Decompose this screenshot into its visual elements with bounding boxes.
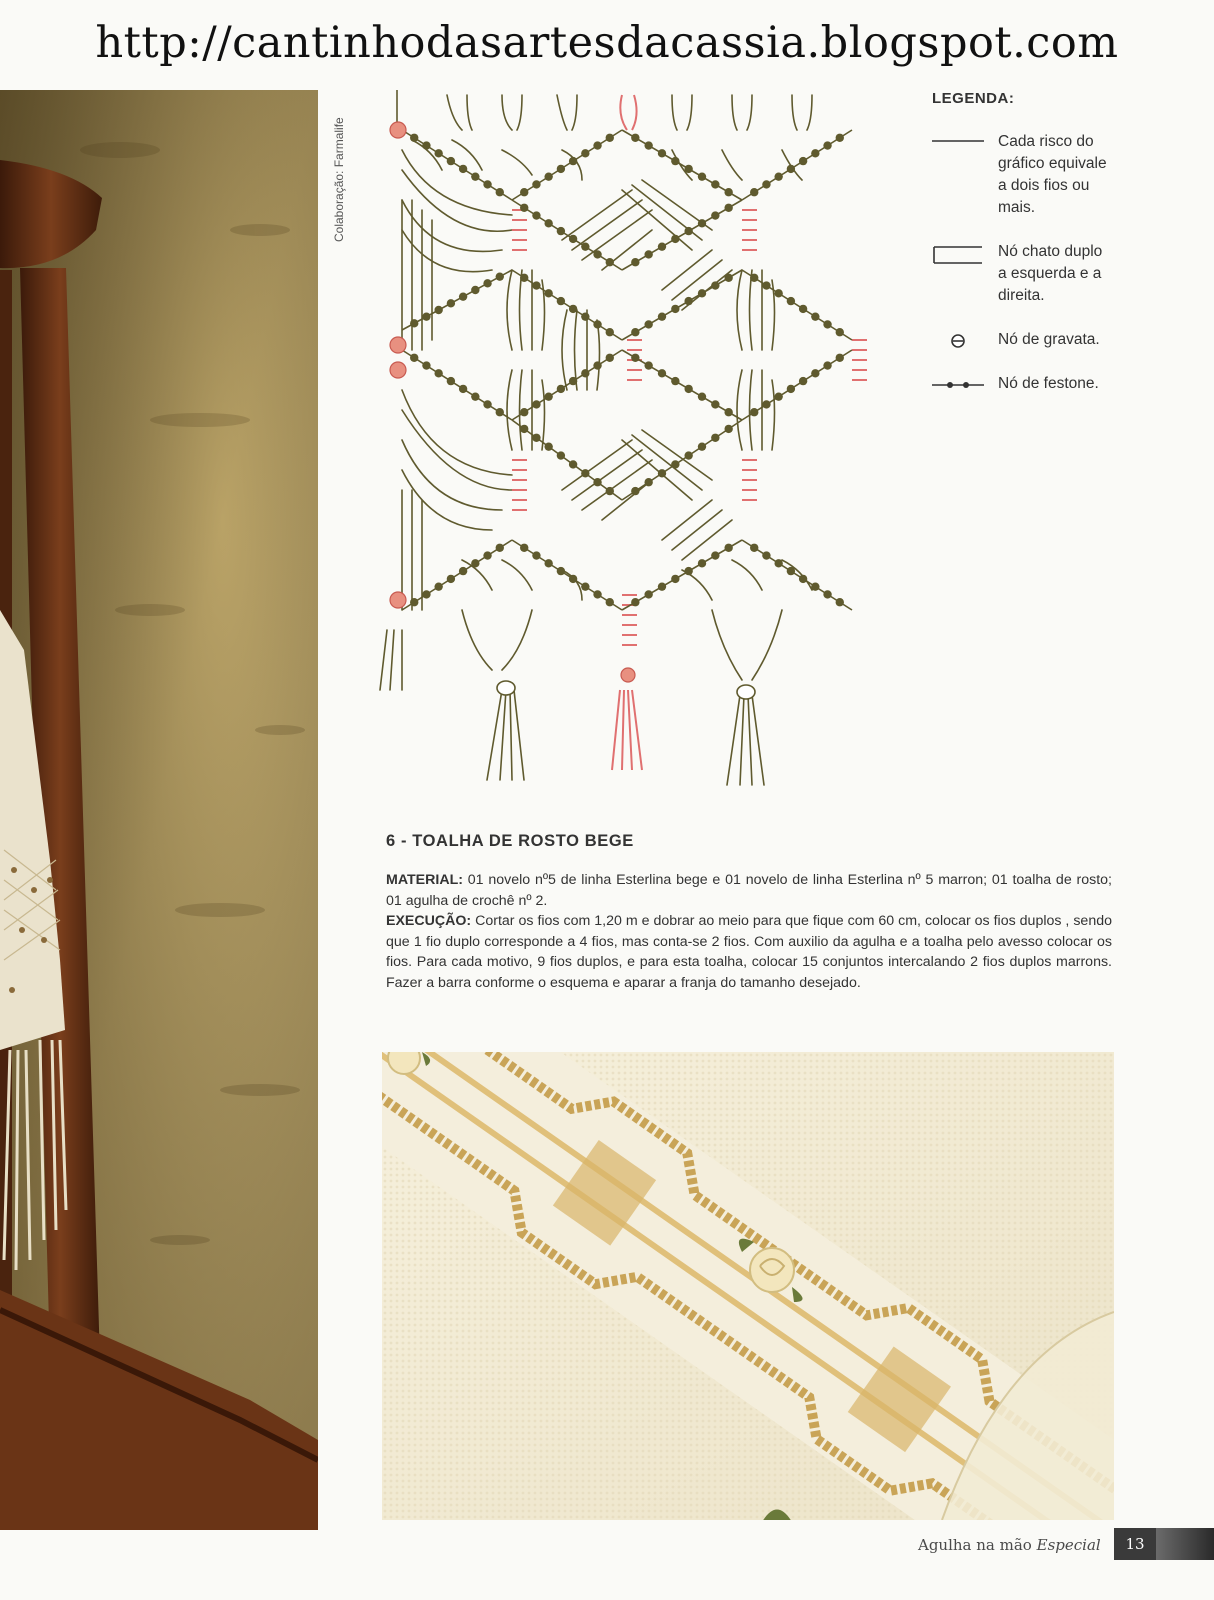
festoon-knot [684,227,692,235]
festoon-line [512,130,622,200]
festoon-knot [483,400,491,408]
festoon-line [402,540,512,610]
festoon-knot [532,211,540,219]
festoon-line [512,350,622,420]
festoon-knot [593,361,601,369]
festoon-knot [644,590,652,598]
festoon-knot [750,188,758,196]
festoon-knot [471,172,479,180]
festoon-knot [557,165,565,173]
festoon-line [622,420,742,500]
material-text: 01 novelo nº5 de linha Esterlina bege e 01 novelo de linha Esterlina nº 5 marron; 01 toalha de rosto; 01 agulha de crochê nº 2. [386,872,1112,909]
festoon-knot [836,354,844,362]
magazine-name: Agulha na mão Especial [918,1536,1101,1554]
festoon-knot [532,551,540,559]
festoon-knot [671,377,679,385]
festoon-knot [581,469,589,477]
festoon-knot [544,392,552,400]
festoon-knot [447,377,455,385]
festoon-knot [774,172,782,180]
festoon-knot [422,590,430,598]
material-label: MATERIAL: [386,872,463,888]
festoon-knot [836,328,844,336]
legend [932,90,1112,417]
festoon-knot [671,575,679,583]
festoon-knot [447,575,455,583]
execution-label: EXECUÇÃO: [386,913,472,930]
festoon-knot [471,392,479,400]
section-title: 6 - TOALHA DE ROSTO BEGE [386,832,634,850]
festoon-knot [447,299,455,307]
festoon-knot [823,320,831,328]
legend-item-square-knot [932,241,1112,329]
festoon-knot [557,297,565,305]
festoon-knot [711,434,719,442]
festoon-knot [422,312,430,320]
festoon-knot [581,369,589,377]
festoon-knot [593,320,601,328]
festoon-knot [684,165,692,173]
festoon-knot [581,312,589,320]
festoon-knot [532,180,540,188]
festoon-knot [811,582,819,590]
festoon-knot [711,180,719,188]
festoon-line [742,350,852,420]
festoon-line [742,540,852,610]
festoon-line [622,350,742,420]
festoon-knot [434,369,442,377]
legend-item-festoon-knot [932,373,1112,417]
festoon-knot [520,408,528,416]
festoon-knot [557,567,565,575]
festoon-knot [459,567,467,575]
festoon-knot [422,361,430,369]
festoon-knot [671,460,679,468]
festoon-line [512,270,622,340]
festoon-knot [434,306,442,314]
festoon-knot [698,219,706,227]
festoon-line [742,130,852,200]
festoon-knot [799,305,807,313]
festoon-knot [823,141,831,149]
legend-item-tie-knot [932,329,1112,373]
festoon-knot [483,279,491,287]
festoon-knot [711,551,719,559]
festoon-knot [823,361,831,369]
festoon-knot [644,478,652,486]
festoon-knot [520,188,528,196]
festoon-knot [581,149,589,157]
festoon-knot [711,400,719,408]
festoon-knot [799,575,807,583]
festoon-knot [532,281,540,289]
festoon-knot [569,157,577,165]
festoon-knot [698,172,706,180]
festoon-knot [631,487,639,495]
festoon-knot [410,134,418,142]
festoon-knot [711,281,719,289]
instructions-text [386,870,1112,994]
festoon-knot [684,451,692,459]
festoon-knot [459,165,467,173]
festoon-knot [581,582,589,590]
festoon-knot [836,134,844,142]
festoon-knot [811,369,819,377]
page-number: 13 [1114,1528,1156,1560]
festoon-knot [434,582,442,590]
festoon-knot [671,157,679,165]
festoon-knot [684,297,692,305]
festoon-knot [762,400,770,408]
legend-item-text: Nó de festone. [998,375,1099,392]
page-edge-bar [1156,1528,1214,1560]
festoon-knot [544,442,552,450]
festoon-knot [410,319,418,327]
festoon-knot [684,567,692,575]
festoon-knot [422,141,430,149]
festoon-knot [658,469,666,477]
festoon-knot [569,575,577,583]
festoon-knot [459,385,467,393]
festoon-knot [593,141,601,149]
festoon-knot [557,451,565,459]
festoon-knot [532,434,540,442]
festoon-knot [606,328,614,336]
line-symbol-icon [932,133,984,155]
festoon-knot [520,544,528,552]
festoon-knot [762,180,770,188]
festoon-knot [569,235,577,243]
festoon-knot [569,305,577,313]
festoon-knot [684,385,692,393]
festoon-knot [631,134,639,142]
festoon-knot [410,598,418,606]
festoon-knot [459,292,467,300]
photo-credit: Colaboração: Farmalife [332,117,346,242]
festoon-knot [606,598,614,606]
tie-knot-icon [932,331,984,353]
festoon-line [622,270,742,340]
festoon-knot [557,227,565,235]
festoon-knot [658,312,666,320]
festoon-knot [483,180,491,188]
festoon-knot [658,242,666,250]
festoon-knot [644,250,652,258]
festoon-knot [520,274,528,282]
festoon-knot-icon [932,375,984,397]
festoon-knot [520,425,528,433]
festoon-knot [544,289,552,297]
festoon-knot [671,305,679,313]
legend-title: LEGENDA: [932,90,1015,107]
festoon-knot [593,478,601,486]
festoon-knot [496,272,504,280]
legend-item-text: Nó chato duplo a esquerda e a direita. [998,243,1103,304]
festoon-knot [434,149,442,157]
festoon-line [512,420,622,500]
festoon-line [512,540,622,610]
festoon-knot [557,385,565,393]
festoon-knot [724,544,732,552]
festoon-knot [644,141,652,149]
festoon-line [512,200,622,270]
festoon-knot [532,400,540,408]
festoon-knot [606,487,614,495]
festoon-knot [631,328,639,336]
festoon-line [622,130,742,200]
blog-url-banner: http://cantinhodasartesdacassia.blogspot.com [95,18,1119,68]
festoon-knot [698,559,706,567]
festoon-knot [658,369,666,377]
legend-item-line [932,131,1112,241]
festoon-line [622,200,742,270]
festoon-knot [762,281,770,289]
festoon-knot [811,149,819,157]
festoon-knot [631,354,639,362]
festoon-knot [750,544,758,552]
festoon-knot [658,149,666,157]
magazine-edition: Especial [1036,1536,1101,1554]
festoon-knot [724,204,732,212]
festoon-knot [698,442,706,450]
festoon-knot [593,250,601,258]
legend-item-text: Nó de gravata. [998,331,1100,348]
festoon-knot [483,551,491,559]
festoon-knot [724,188,732,196]
festoon-knot [836,598,844,606]
legend-item-text: Cada risco do gráfico equivale a dois fios ou mais. [998,133,1107,216]
festoon-knot [823,590,831,598]
festoon-knot [787,297,795,305]
festoon-line [742,270,852,340]
festoon-knot [581,242,589,250]
festoon-knot [774,289,782,297]
festoon-knot [799,157,807,165]
festoon-knot [544,172,552,180]
towel-photo [382,1052,1114,1520]
festoon-knot [544,219,552,227]
festoon-knot [496,544,504,552]
festoon-knot [520,204,528,212]
square-knot-icon [932,243,984,265]
material-paragraph [386,870,1112,911]
festoon-knot [698,289,706,297]
festoon-knot [750,408,758,416]
festoon-knot [644,320,652,328]
festoon-knot [671,235,679,243]
festoon-knot [750,274,758,282]
festoon-knot [631,598,639,606]
festoon-knot [410,354,418,362]
festoon-knot [787,385,795,393]
festoon-knot [724,274,732,282]
festoon-knot [593,590,601,598]
festoon-knot [447,157,455,165]
festoon-knot [787,567,795,575]
chair-photo [0,90,318,1530]
festoon-knot [496,408,504,416]
festoon-knot [711,211,719,219]
execution-paragraph [386,911,1112,993]
execution-text: Cortar os fios com 1,20 m e dobrar ao meio para que fique com 60 cm, colocar os fios duplos , sendo que 1 fio duplo corresponde a 4 fios, mas conta-se 2 fios. Com auxilio da agulha e a toalha pelo avesso colocar os fios. Para cada motivo, 9 fios duplos, e para esta toalha, colocar 15 conjuntos intercalando 2 fios duplos marrons. Fazer a barra conforme o esquema e aparar a franja do tamanho desejado. [386,913,1112,991]
festoon-knot [799,377,807,385]
festoon-knot [774,392,782,400]
festoon-knot [606,134,614,142]
festoon-knot [762,551,770,559]
festoon-knot [544,559,552,567]
festoon-knot [631,258,639,266]
festoon-knot [569,377,577,385]
festoon-knot [698,392,706,400]
festoon-knot [569,460,577,468]
festoon-knot [606,258,614,266]
festoon-knot [724,408,732,416]
festoon-knot [724,425,732,433]
festoon-line [402,350,512,420]
festoon-knot [496,188,504,196]
festoon-knot [658,582,666,590]
festoon-knot [774,559,782,567]
festoon-knot [787,165,795,173]
festoon-knot [606,354,614,362]
festoon-knot [644,361,652,369]
festoon-knot [471,286,479,294]
macrame-diagram [372,90,872,810]
festoon-line [622,540,742,610]
festoon-knot [471,559,479,567]
festoon-knot [811,312,819,320]
festoon-line [402,270,512,330]
